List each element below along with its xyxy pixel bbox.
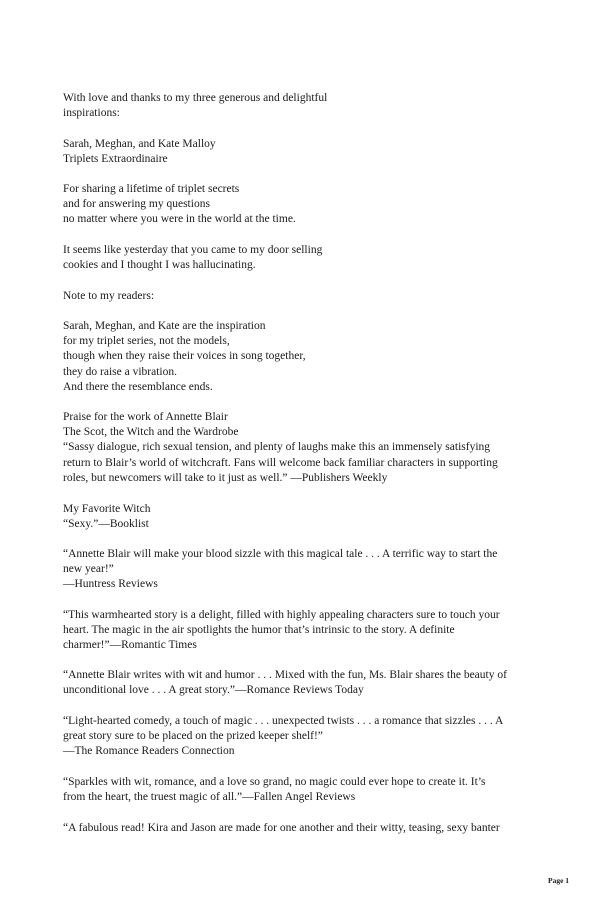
text-line: And there the resemblance ends.	[63, 380, 213, 393]
text-line: It seems like yesterday that you came to my door selling	[63, 244, 323, 256]
review-quote	[63, 714, 563, 760]
text-line: heart. The magic in the air spotlights the humor that’s intrinsic to the story. A definite	[63, 624, 455, 637]
text-line: The Scot, the Witch and the Wardrobe	[63, 426, 239, 439]
text-line: they do raise a vibration.	[63, 365, 178, 378]
text-line: and for answering my questions	[63, 198, 210, 211]
text-line: “Light-hearted comedy, a touch of magic . . . unexpected twists . . . a romance that sizzles . . . A	[63, 715, 504, 727]
text-line: “Annette Blair will make your blood sizzle with this magical tale . . . A terrific way to start the	[63, 548, 498, 560]
review-quote	[63, 775, 563, 805]
text-line: —Huntress Reviews	[63, 578, 158, 591]
note-paragraph	[63, 319, 563, 395]
text-line: —The Romance Readers Connection	[63, 745, 235, 758]
text-line: new year!”	[63, 563, 114, 576]
text-line: inspirations:	[63, 107, 120, 120]
text-line: for my triplet series, not the models,	[63, 335, 230, 348]
page-number: Page 1	[548, 876, 570, 885]
text-line: For sharing a lifetime of triplet secrets	[63, 183, 240, 195]
review-quote	[63, 608, 563, 654]
text-line: roles, but newcomers will take to it just as well.” —Publishers Weekly	[63, 471, 388, 484]
text-line: no matter where you were in the world at the time.	[63, 213, 296, 226]
text-line: great story sure to be placed on the prized keeper shelf!”	[63, 730, 323, 743]
text-line: “Sassy dialogue, rich sexual tension, and plenty of laughs make this an immensely satisfying	[63, 441, 491, 454]
text-line: charmer!”—Romantic Times	[63, 639, 197, 652]
text-line: from the heart, the truest magic of all.”—Fallen Angel Reviews	[63, 791, 356, 804]
review-quote	[63, 668, 563, 698]
review-quote	[63, 821, 563, 836]
text-line: unconditional love . . . A great story.”—Romance Reviews Today	[63, 684, 364, 697]
text-line: “Sparkles with wit, romance, and a love so grand, no magic could ever hope to create it. It’s	[63, 776, 486, 788]
text-line: “A fabulous read! Kira and Jason are made for one another and their witty, teasing, sexy banter	[63, 822, 500, 834]
note-heading	[63, 289, 563, 304]
text-line: “Annette Blair writes with wit and humor . . . Mixed with the fun, Ms. Blair shares the beauty of	[63, 669, 507, 681]
text-line: Sarah, Meghan, and Kate Malloy	[63, 138, 216, 150]
text-line: Triplets Extraordinaire	[63, 153, 168, 166]
thanks-paragraph	[63, 182, 563, 228]
praise-paragraph	[63, 410, 563, 486]
text-line: Note to my readers:	[63, 290, 155, 302]
text-line: cookies and I thought I was hallucinating.	[63, 259, 256, 272]
text-line: though when they raise their voices in song together,	[63, 350, 306, 363]
memory-paragraph	[63, 243, 563, 273]
dedication-paragraph	[63, 91, 563, 121]
review-quote	[63, 547, 563, 593]
text-line: return to Blair’s world of witchcraft. Fans will welcome back familiar characters in supporting	[63, 456, 498, 469]
text-line: “Sexy.”—Booklist	[63, 518, 149, 531]
dedicatees-paragraph	[63, 137, 563, 167]
book-title-paragraph	[63, 502, 563, 532]
text-line: “This warmhearted story is a delight, filled with highly appealing characters sure to touch your	[63, 609, 500, 621]
text-line: Praise for the work of Annette Blair	[63, 411, 228, 423]
text-line: With love and thanks to my three generous and delightful	[63, 92, 328, 104]
text-line: My Favorite Witch	[63, 503, 151, 515]
text-line: Sarah, Meghan, and Kate are the inspiration	[63, 320, 266, 332]
